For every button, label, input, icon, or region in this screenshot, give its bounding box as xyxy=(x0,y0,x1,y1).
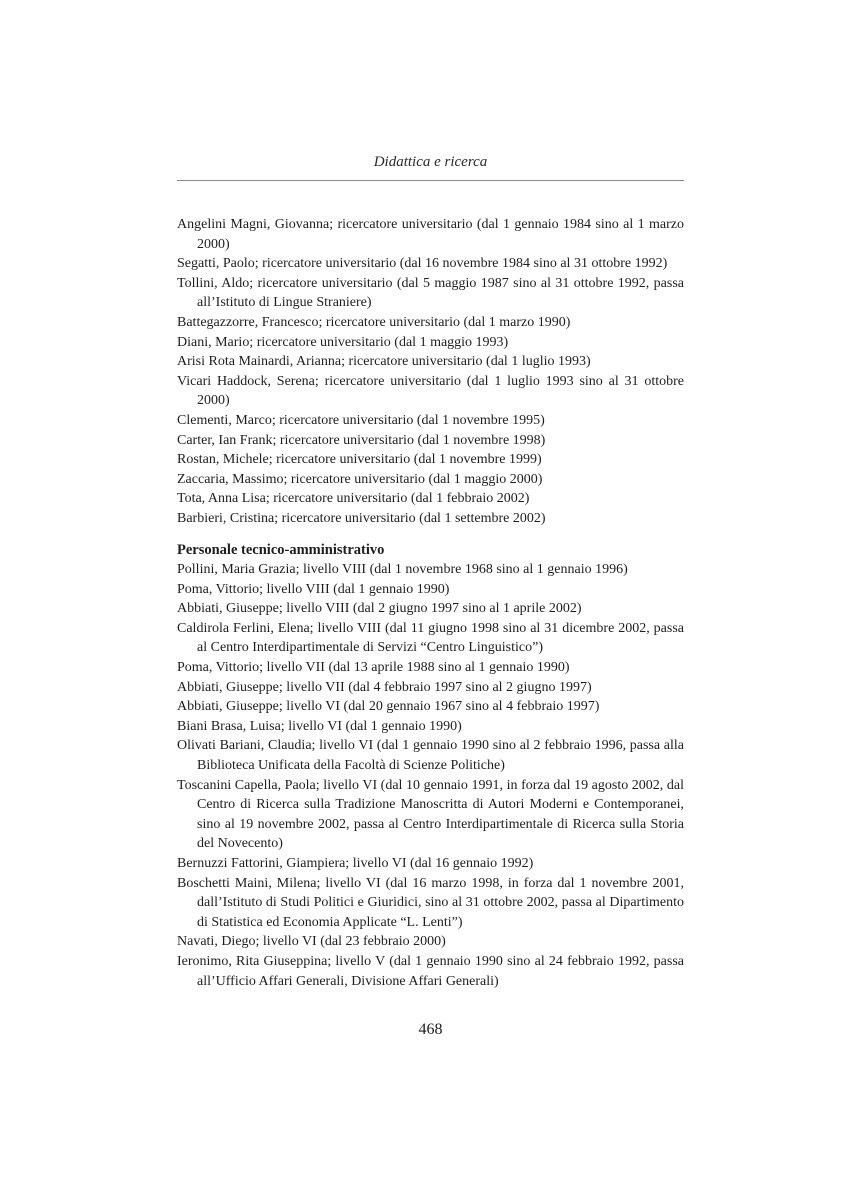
personnel-entry: Abbiati, Giuseppe; livello VIII (dal 2 giugno 1997 sino al 1 aprile 2002) xyxy=(177,601,582,617)
personnel-entry: Clementi, Marco; ricercatore universitario (dal 1 novembre 1995) xyxy=(177,412,545,428)
page-content xyxy=(177,154,684,991)
personnel-entry: Zaccaria, Massimo; ricercatore universitario (dal 1 maggio 2000) xyxy=(177,471,543,487)
personnel-entry: Poma, Vittorio; livello VII (dal 13 aprile 1988 sino al 1 gennaio 1990) xyxy=(177,660,570,676)
page-number: 468 xyxy=(418,1021,443,1038)
section-heading: Personale tecnico-amministrativo xyxy=(177,541,385,558)
personnel-entry: Ieronimo, Rita Giuseppina; livello V (dal 1 gennaio 1990 sino al 24 febbraio 1992, passa all’Ufficio Affari Generali, Divisione Affari Generali) xyxy=(177,953,684,989)
personnel-entry: Vicari Haddock, Serena; ricercatore universitario (dal 1 luglio 1993 sino al 31 ottobre 2000) xyxy=(177,373,684,409)
personnel-entry: Battegazzorre, Francesco; ricercatore universitario (dal 1 marzo 1990) xyxy=(177,314,571,330)
personnel-entry: Tota, Anna Lisa; ricercatore universitario (dal 1 febbraio 2002) xyxy=(177,491,530,507)
personnel-entry: Diani, Mario; ricercatore universitario (dal 1 maggio 1993) xyxy=(177,334,509,350)
personnel-entry: Bernuzzi Fattorini, Giampiera; livello VI (dal 16 gennaio 1992) xyxy=(177,856,534,871)
personnel-entry: Poma, Vittorio; livello VIII (dal 1 gennaio 1990) xyxy=(177,581,450,597)
personnel-entry: Boschetti Maini, Milena; livello VI (dal 16 marzo 1998, in forza dal 1 novembre 2001, dall’Istituto di Studi Politici e Giuridici, sino al 31 ottobre 2002, passa al Dipartimento di Statistica ed Economia Applicate “L. Lenti”) xyxy=(177,875,684,930)
personnel-entry: Biani Brasa, Luisa; livello VI (dal 1 gennaio 1990) xyxy=(177,718,462,734)
personnel-entry: Barbieri, Cristina; ricercatore universitario (dal 1 settembre 2002) xyxy=(177,510,546,526)
personnel-entry: Navati, Diego; livello VI (dal 23 febbraio 2000) xyxy=(177,934,446,950)
personnel-entry: Angelini Magni, Giovanna; ricercatore universitario (dal 1 gennaio 1984 sino al 1 marzo 2000) xyxy=(177,217,684,252)
personnel-entry: Caldirola Ferlini, Elena; livello VIII (dal 11 giugno 1998 sino al 31 dicembre 2002, passa al Centro Interdipartimentale di Servizi “Centro Linguistico”) xyxy=(177,620,684,656)
personnel-entry: Olivati Bariani, Claudia; livello VI (dal 1 gennaio 1990 sino al 2 febbraio 1996, passa alla Biblioteca Unificata della Facoltà di Scienze Politiche) xyxy=(177,738,684,774)
personnel-entry: Abbiati, Giuseppe; livello VI (dal 20 gennaio 1967 sino al 4 febbraio 1997) xyxy=(177,699,600,715)
body-text xyxy=(177,215,684,991)
personnel-entry: Toscanini Capella, Paola; livello VI (dal 10 gennaio 1991, in forza dal 19 agosto 2002, dal Centro di Ricerca sulla Tradizione Manoscritta di Autori Moderni e Contemporanei, sino al 19 novembre 2002, passa al Centro Interdipartimentale di Ricerca sulla Storia del Novecento) xyxy=(177,777,684,852)
header-rule xyxy=(177,180,684,181)
personnel-entry: Segatti, Paolo; ricercatore universitario (dal 16 novembre 1984 sino al 31 ottobre 1992) xyxy=(177,256,668,272)
personnel-entry: Tollini, Aldo; ricercatore universitario (dal 5 maggio 1987 sino al 31 ottobre 1992, passa all’Istituto di Lingue Straniere) xyxy=(177,275,684,311)
personnel-entry: Pollini, Maria Grazia; livello VIII (dal 1 novembre 1968 sino al 1 gennaio 1996) xyxy=(177,562,628,578)
personnel-entry: Rostan, Michele; ricercatore universitario (dal 1 novembre 1999) xyxy=(177,452,542,468)
personnel-entry: Carter, Ian Frank; ricercatore universitario (dal 1 novembre 1998) xyxy=(177,432,546,448)
personnel-entry: Abbiati, Giuseppe; livello VII (dal 4 febbraio 1997 sino al 2 giugno 1997) xyxy=(177,679,592,695)
running-head: Didattica e ricerca xyxy=(373,154,488,170)
personnel-entry: Arisi Rota Mainardi, Arianna; ricercatore universitario (dal 1 luglio 1993) xyxy=(177,354,591,370)
